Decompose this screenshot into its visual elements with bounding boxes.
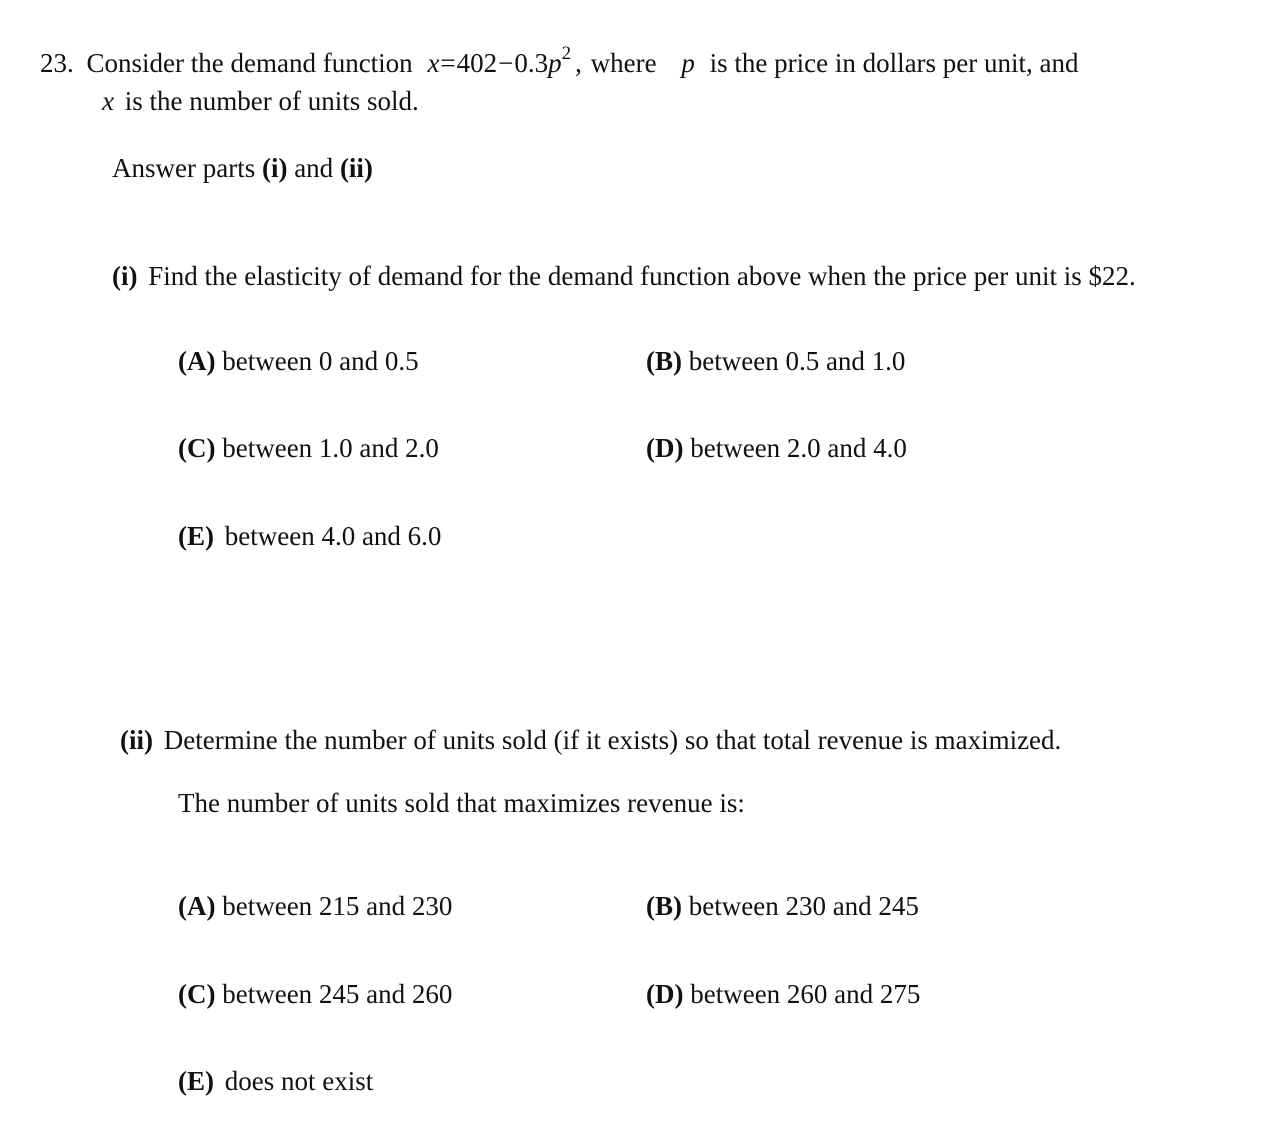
part-ii-option-d[interactable] — [646, 981, 920, 1008]
equation-minus: − — [498, 48, 514, 78]
part-i-prompt-text: Find the elasticity of demand for the demand function above when the price per unit is $22. — [148, 261, 1136, 291]
part-ii-option-a[interactable] — [178, 893, 452, 920]
part-ii-option-e[interactable] — [178, 1068, 373, 1095]
demand-equation — [427, 43, 588, 78]
option-text: between 1.0 and 2.0 — [222, 433, 439, 463]
option-letter: (E) — [178, 521, 214, 551]
option-text: between 215 and 230 — [222, 891, 453, 921]
part-i-label: (i) — [112, 261, 138, 291]
option-text: between 260 and 275 — [690, 979, 921, 1009]
option-letter: (A) — [178, 346, 216, 376]
equation-var: p — [548, 48, 562, 78]
option-text: does not exist — [224, 1066, 374, 1096]
option-letter: (D) — [646, 433, 684, 463]
option-letter: (B) — [646, 346, 682, 376]
question-line-2 — [102, 88, 419, 115]
question-intro: Consider the demand function — [86, 48, 413, 78]
units-variable: x — [102, 86, 114, 116]
instruction-part-i: (i) — [261, 153, 288, 183]
option-letter: (A) — [178, 891, 216, 921]
part-ii-option-c[interactable] — [178, 981, 452, 1008]
instruction-part-ii: (ii) — [339, 153, 373, 183]
question-where: where — [590, 48, 657, 78]
part-ii-statement: The number of units sold that maximizes revenue is: — [178, 788, 745, 818]
equation-coefficient: 0.3 — [514, 48, 549, 78]
part-i-option-a[interactable] — [178, 348, 419, 375]
option-text: between 245 and 260 — [222, 979, 453, 1009]
part-i-prompt — [112, 263, 1136, 290]
option-text: between 0.5 and 1.0 — [688, 346, 906, 376]
equation-equals: = — [440, 48, 456, 78]
option-text: between 230 and 245 — [688, 891, 919, 921]
option-letter: (D) — [646, 979, 684, 1009]
option-letter: (E) — [178, 1066, 214, 1096]
instruction-prefix: Answer parts — [112, 153, 262, 183]
part-ii-label: (ii) — [120, 725, 153, 755]
part-ii-prompt-text: Determine the number of units sold (if it exists) so that total revenue is maximized. — [163, 725, 1062, 755]
question-line-1 — [40, 43, 1079, 78]
equation-exponent: 2 — [561, 43, 572, 64]
part-ii-prompt — [120, 727, 1061, 754]
option-letter: (C) — [178, 433, 216, 463]
equation-lhs-var: x — [427, 48, 440, 78]
part-i-option-b[interactable] — [646, 348, 905, 375]
option-text: between 0 and 0.5 — [222, 346, 419, 376]
part-i-option-c[interactable] — [178, 435, 439, 462]
question-line-2-text: is the number of units sold. — [124, 86, 419, 116]
instruction-and: and — [287, 153, 340, 183]
option-letter: (C) — [178, 979, 216, 1009]
equation-trailing: , — [575, 48, 582, 78]
equation-constant: 402 — [456, 48, 498, 78]
part-ii-option-b[interactable] — [646, 893, 919, 920]
part-i-option-d[interactable] — [646, 435, 907, 462]
option-text: between 2.0 and 4.0 — [690, 433, 907, 463]
part-i-option-e[interactable] — [178, 523, 441, 550]
price-variable: p — [681, 48, 695, 78]
question-number: 23. — [40, 48, 74, 78]
question-intro-post: is the price in dollars per unit, and — [709, 48, 1079, 78]
option-text: between 4.0 and 6.0 — [224, 521, 442, 551]
option-letter: (B) — [646, 891, 682, 921]
instruction — [112, 155, 373, 182]
